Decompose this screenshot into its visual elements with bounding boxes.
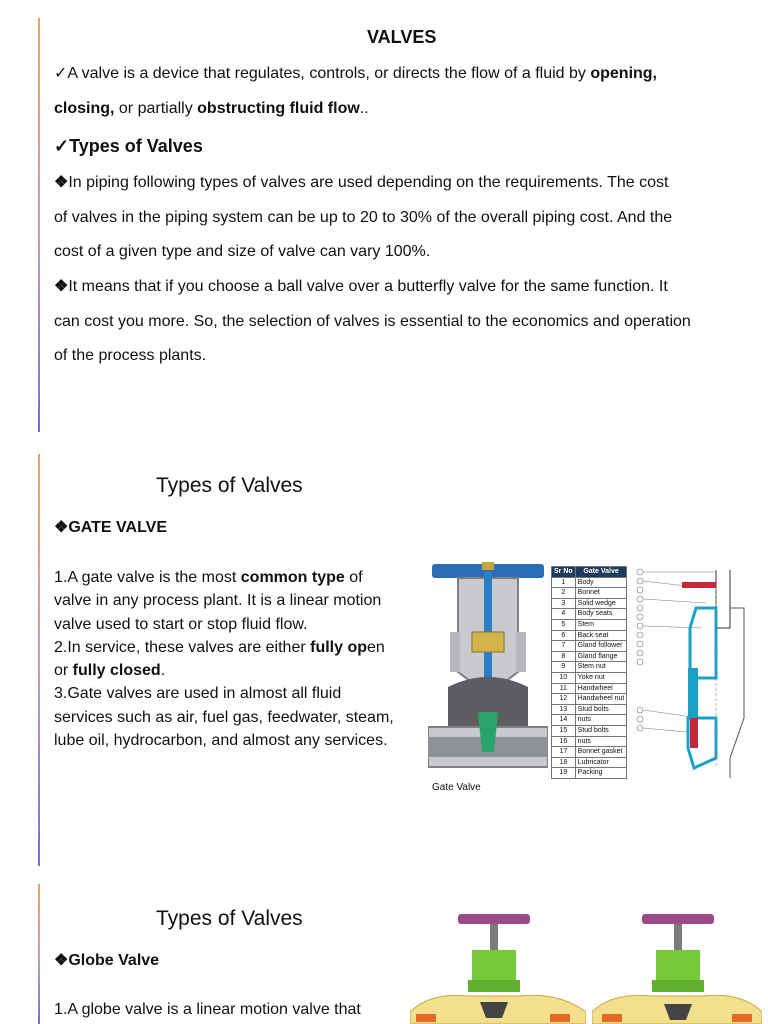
parts-table-row	[552, 683, 627, 694]
parts-table-row	[552, 704, 627, 715]
parts-table-row	[552, 757, 627, 768]
parts-srno-cell: 6	[552, 630, 576, 641]
slide-accent-bar	[38, 18, 40, 432]
slide-accent-bar	[38, 454, 40, 866]
section-heading: ❖GATE VALVE	[54, 519, 168, 536]
parts-table-row	[552, 577, 627, 588]
parts-name-cell: Solid wedge	[575, 598, 627, 609]
parts-name-cell: Bonnet	[575, 588, 627, 599]
parts-table-row	[552, 619, 627, 630]
parts-table-row	[552, 598, 627, 609]
parts-table-row	[552, 609, 627, 620]
parts-srno-cell: 1	[552, 577, 576, 588]
parts-name-cell: Stud bolts	[575, 725, 627, 736]
selection-paragraph: ❖It means that if you choose a ball valve over a butterfly valve for the same function. It can cost you more. So, the selection of valves is essential to the economics and operation of the process plants.	[54, 278, 691, 364]
parts-srno-cell: 3	[552, 598, 576, 609]
slide-gate-valve	[0, 450, 768, 870]
parts-srno-cell: 5	[552, 619, 576, 630]
gate-valve-schematic-image	[634, 568, 762, 780]
parts-name-cell: Body seats	[575, 609, 627, 620]
parts-table-row	[552, 588, 627, 599]
parts-srno-cell: 13	[552, 704, 576, 715]
section-heading: ❖Globe Valve	[54, 952, 160, 969]
parts-srno-cell: 15	[552, 725, 576, 736]
parts-name-cell: Handwheel	[575, 683, 627, 694]
parts-name-cell: Body	[575, 577, 627, 588]
parts-header-srno: Sr No	[552, 567, 576, 578]
parts-name-cell: nuts	[575, 715, 627, 726]
slide-globe-valve	[0, 880, 768, 1024]
parts-name-cell: Gland flange	[575, 651, 627, 662]
slide-valves-intro	[0, 0, 768, 440]
cost-paragraph: ❖In piping following types of valves are used depending on the requirements. The cost of valves in the piping system can be up to 20 to 30% of the overall piping cost. And the cost of a given type and size of valve can vary 100%.	[54, 174, 673, 260]
slide-title: Types of Valves	[156, 907, 303, 930]
parts-table-row	[552, 662, 627, 673]
parts-name-cell: Packing	[575, 768, 627, 779]
parts-table-row	[552, 736, 627, 747]
parts-name-cell: Stud bolts	[575, 704, 627, 715]
parts-table-row	[552, 747, 627, 758]
parts-table-row	[552, 725, 627, 736]
parts-name-cell: nuts	[575, 736, 627, 747]
slide-title: VALVES	[367, 27, 437, 47]
section-heading: ✓Types of Valves	[54, 136, 203, 156]
parts-name-cell: Stem nut	[575, 662, 627, 673]
parts-srno-cell: 2	[552, 588, 576, 599]
parts-srno-cell: 17	[552, 747, 576, 758]
slide-title: Types of Valves	[156, 474, 303, 497]
parts-srno-cell: 7	[552, 641, 576, 652]
slide-accent-bar	[38, 884, 40, 1024]
parts-table-row	[552, 694, 627, 705]
diamond-bullet-icon: ❖	[54, 952, 69, 969]
parts-srno-cell: 8	[552, 651, 576, 662]
parts-header-name: Gate Valve	[575, 567, 627, 578]
globe-valve-closed-image	[592, 914, 762, 1024]
parts-srno-cell: 16	[552, 736, 576, 747]
parts-table-row	[552, 630, 627, 641]
parts-table	[551, 566, 627, 779]
parts-srno-cell: 10	[552, 672, 576, 683]
parts-table-row	[552, 768, 627, 779]
parts-name-cell: Gland follower	[575, 641, 627, 652]
parts-table-row	[552, 651, 627, 662]
diamond-bullet-icon: ❖	[54, 519, 69, 536]
check-mark-icon: ✓	[54, 136, 70, 156]
parts-table-row	[552, 641, 627, 652]
parts-srno-cell: 12	[552, 694, 576, 705]
gate-valve-description: 1.A gate valve is the most common type of valve in any process plant. It is a linear motion valve used to start or stop fluid flow. 2.In service, these valves are either fully open or fully closed. 3.Gate valves are used in almost all fluid services such as air, fuel gas, feedwater, steam, lube oil, hydrocarbon, and almost any services.	[54, 569, 394, 750]
parts-table-row	[552, 715, 627, 726]
diamond-bullet-icon: ❖	[54, 174, 69, 191]
parts-name-cell: Bonnet gasket	[575, 747, 627, 758]
parts-table-row	[552, 672, 627, 683]
parts-srno-cell: 9	[552, 662, 576, 673]
parts-srno-cell: 4	[552, 609, 576, 620]
definition-paragraph: ✓A valve is a device that regulates, controls, or directs the flow of a fluid by opening, closing, or partially obstructing fluid flow..	[54, 65, 657, 117]
globe-valve-open-image	[410, 914, 586, 1024]
gate-valve-cutaway-image	[428, 562, 548, 782]
check-mark-icon: ✓	[54, 65, 68, 82]
parts-srno-cell: 18	[552, 757, 576, 768]
figure-caption: Gate Valve	[432, 782, 481, 793]
parts-srno-cell: 19	[552, 768, 576, 779]
parts-name-cell: Lubricator	[575, 757, 627, 768]
parts-name-cell: Handwheel nut	[575, 694, 627, 705]
diamond-bullet-icon: ❖	[54, 278, 69, 295]
parts-name-cell: Yoke nut	[575, 672, 627, 683]
parts-srno-cell: 11	[552, 683, 576, 694]
parts-srno-cell: 14	[552, 715, 576, 726]
parts-name-cell: Stem	[575, 619, 627, 630]
globe-valve-description: 1.A globe valve is a linear motion valve that	[54, 1001, 361, 1018]
parts-name-cell: Back seat	[575, 630, 627, 641]
